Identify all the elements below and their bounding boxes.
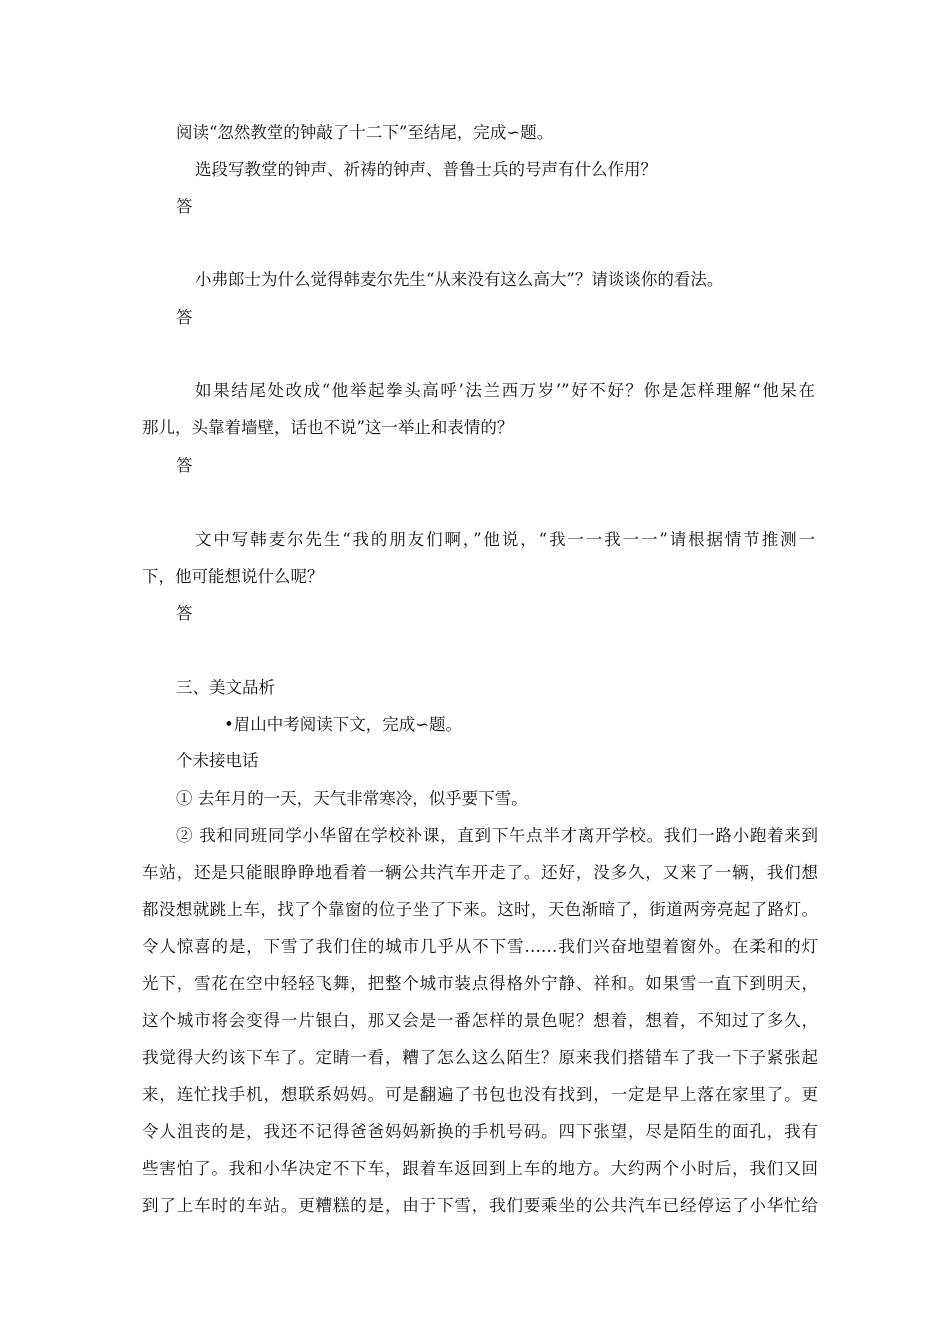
paragraph-2-line: 我觉得大约该下车了。定睛一看，糟了怎么这么陌生？原来我们搭错车了我一下子紧张起 [142, 1048, 818, 1067]
question-3-line-2: 那儿，头靠着墙壁，话也不说”这一举止和表情的？ [142, 418, 514, 437]
question-intro: 阅读“忽然教堂的钟敲了十二下”至结尾，完成∽题。 [176, 123, 554, 142]
paragraph-2-line: 车站，还是只能眼睁睁地看着一辆公共汽车开走了。还好，没多久，又来了一辆，我们想 [142, 863, 818, 882]
paragraph-2-line: 到了上车时的车站。更糟糕的是，由于下雪，我们要乘坐的公共汽车已经停运了小华忙给 [142, 1196, 818, 1215]
question-4-line-2: 下，他可能想说什么呢？ [142, 567, 324, 586]
paragraph-2-line: 光下，雪花在空中轻轻飞舞，把整个城市装点得格外宁静、祥和。如果雪一直下到明天， [142, 974, 818, 993]
answer-4-label: 答 [176, 604, 193, 623]
reading-instruction: •眉山中考阅读下文，完成∽题。 [224, 715, 463, 734]
question-1: 选段写教堂的钟声、祈祷的钟声、普鲁士兵的号声有什么作用？ [195, 160, 657, 179]
paragraph-2-line: 些害怕了。我和小华决定不下车，跟着车返回到上车的地方。大约两个小时后，我们又回 [142, 1159, 818, 1178]
paragraph-2-line: 令人沮丧的是，我还不记得爸爸妈妈新换的手机号码。四下张望，尽是陌生的面孔，我有 [142, 1122, 818, 1141]
answer-1-label: 答 [176, 197, 193, 216]
answer-2-label: 答 [176, 308, 193, 327]
question-4-line-1: 文中写韩麦尔先生“我的朋友们啊，”他说，“我一一我一一”请根据情节推测一 [195, 530, 815, 549]
section-heading: 三、美文品析 [176, 678, 275, 697]
answer-3-label: 答 [176, 456, 193, 475]
paragraph-2-line: 这个城市将会变得一片银白，那又会是一番怎样的景色呢？想着，想着，不知过了多久， [142, 1011, 818, 1030]
paragraph-2-line: ② 我和同班同学小华留在学校补课，直到下午点半才离开学校。我们一路小跑着来到 [176, 826, 818, 845]
story-title: 个未接电话 [176, 751, 259, 770]
paragraph-2-line: 都没想就跳上车，找了个靠窗的位子坐了下来。这时，天色渐暗了，街道两旁亮起了路灯。 [142, 900, 818, 919]
question-3-line-1: 如果结尾处改成“他举起拳头高呼’法兰西万岁’”好不好？你是怎样理解“他呆在 [195, 381, 815, 400]
paragraph-2-line: 来，连忙找手机，想联系妈妈。可是翻遍了书包也没有找到，一定是早上落在家里了。更 [142, 1085, 818, 1104]
question-2: 小弗郎士为什么觉得韩麦尔先生“从来没有这么高大”？请谈谈你的看法。 [195, 270, 724, 289]
paragraph-2-line: 令人惊喜的是，下雪了我们住的城市几乎从不下雪……我们兴奋地望着窗外。在柔和的灯 [142, 937, 818, 956]
paragraph-1: ① 去年月的一天，天气非常寒冷，似乎要下雪。 [176, 789, 528, 808]
